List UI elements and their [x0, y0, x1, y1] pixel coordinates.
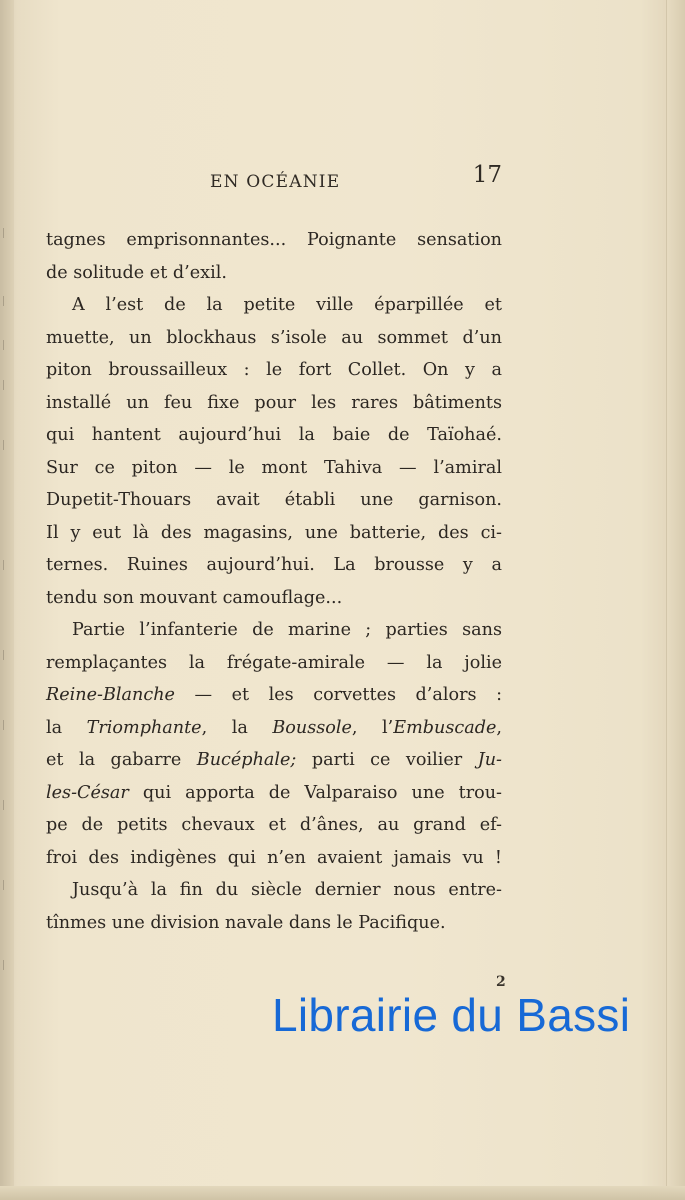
- paragraph-1: [46, 224, 502, 289]
- text-line: installé un feu fixe pour les rares bâtiments: [46, 392, 502, 413]
- page-number: 17: [472, 162, 502, 188]
- ship-name: Triomphante: [86, 717, 202, 738]
- text-line: Partie l’infanterie de marine ; parties sans: [72, 620, 502, 640]
- text-span: parti ce voilier: [296, 750, 478, 770]
- ship-name: Embuscade: [393, 717, 497, 738]
- ship-name: Reine-Blanche: [46, 685, 175, 705]
- paragraph-2: [46, 289, 502, 614]
- text-span: la: [46, 717, 87, 738]
- text-line: [46, 679, 502, 712]
- gutter-mark: [3, 560, 10, 570]
- text-span: — et les corvettes d’alors :: [174, 685, 502, 705]
- running-title: EN OCÉANIE: [210, 172, 341, 192]
- page-edge-bottom: [0, 1186, 685, 1200]
- gutter-mark: [3, 960, 10, 970]
- ship-name: les-César: [46, 782, 129, 803]
- gutter-mark: [3, 340, 10, 350]
- text-span: ,: [496, 717, 502, 738]
- text-line: Il y eut là des magasins, une batterie, des ci-: [46, 522, 502, 543]
- ship-name: Bucéphale;: [196, 750, 297, 770]
- text-line: piton broussailleux : le fort Collet. On y a: [46, 360, 502, 380]
- gutter-mark: [3, 800, 10, 810]
- watermark: Librairie du Bassi: [272, 989, 631, 1041]
- text-line: tînmes une division navale dans le Pacifique.: [46, 912, 446, 933]
- text-line: tagnes emprisonnantes... Poignante sensation: [46, 230, 502, 250]
- text-line: Sur ce piton — le mont Tahiva — l’amiral: [46, 457, 502, 478]
- gutter-mark: [3, 720, 10, 730]
- ship-name: Ju-: [477, 750, 502, 770]
- text-line: [46, 777, 502, 810]
- text-line: tendu son mouvant camouflage...: [46, 587, 343, 608]
- ship-name: Boussole: [272, 717, 352, 738]
- running-header: [46, 162, 502, 198]
- text-line: [46, 744, 502, 777]
- text-span: , la: [201, 717, 273, 738]
- text-line: de solitude et d’exil.: [46, 262, 227, 283]
- gutter-mark: [3, 650, 10, 660]
- text-line: A l’est de la petite ville éparpillée et: [72, 295, 502, 315]
- text-span: qui apporta de Valparaiso une trou-: [128, 782, 502, 803]
- paragraph-3: [46, 614, 502, 874]
- text-line: Jusqu’à la fin du siècle dernier nous entre-: [72, 880, 502, 900]
- gutter-mark: [3, 440, 10, 450]
- gutter-mark: [3, 880, 10, 890]
- text-line: [46, 712, 502, 745]
- text-line: pe de petits chevaux et d’ânes, au grand ef-: [46, 815, 502, 835]
- paragraph-4: [46, 874, 502, 939]
- text-span: et la gabarre: [46, 750, 197, 770]
- signature-mark: 2: [496, 974, 506, 990]
- binding-gutter: [0, 0, 14, 1200]
- gutter-mark: [3, 380, 10, 390]
- text-line: Dupetit-Thouars avait établi une garnison.: [46, 490, 502, 510]
- text-line: qui hantent aujourd’hui la baie de Taïohaé.: [46, 425, 502, 445]
- gutter-mark: [3, 296, 10, 306]
- text-span: , l’: [351, 717, 394, 738]
- body-text: [46, 224, 502, 939]
- page-edge-right: [666, 0, 685, 1200]
- text-line: ternes. Ruines aujourd’hui. La brousse y a: [46, 555, 502, 575]
- text-line: froi des indigènes qui n’en avaient jamais vu !: [46, 847, 502, 868]
- gutter-mark: [3, 228, 10, 238]
- text-line: remplaçantes la frégate-amirale — la jolie: [46, 652, 502, 673]
- text-line: muette, un blockhaus s’isole au sommet d’un: [46, 327, 502, 348]
